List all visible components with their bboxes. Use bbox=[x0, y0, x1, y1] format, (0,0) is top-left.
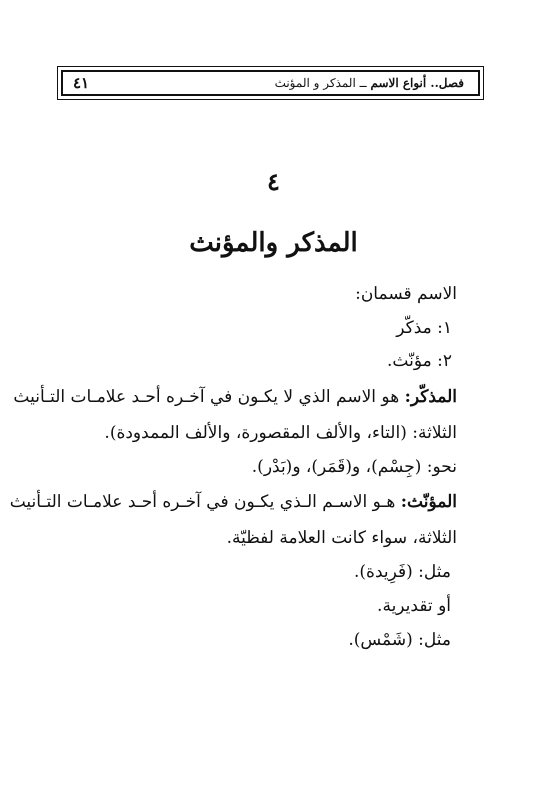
masculine-term: المذكّر: bbox=[404, 387, 457, 407]
feminine-definition-text: هـو الاسـم الـذي يكـون في آخـره أحـد علامـات التـأنيث bbox=[9, 492, 401, 512]
running-header-title-rest: ــ المذكر و المؤنث bbox=[274, 76, 371, 90]
feminine-example-2: مثل: (شَمْس). bbox=[348, 630, 451, 650]
list-item-feminine: ٢: مؤنّث. bbox=[387, 351, 452, 371]
masculine-definition-text: هو الاسم الذي لا يكـون في آخـره أحـد علامـات التـأنيث bbox=[13, 387, 405, 407]
intro-line: الاسم قسمان: bbox=[355, 284, 457, 304]
masculine-example: نحو: (جِسْم)، و(قَمَر)، و(بَدْر). bbox=[251, 457, 457, 477]
feminine-definition-continued: الثلاثة، سواء كانت العلامة لفظيّة. bbox=[226, 528, 457, 548]
page-number: ٤١ bbox=[73, 73, 90, 92]
running-header bbox=[61, 70, 480, 96]
feminine-alternative: أو تقديرية. bbox=[377, 596, 451, 616]
masculine-definition bbox=[13, 387, 457, 407]
list-item-masculine: ١: مذكّر bbox=[396, 318, 452, 338]
feminine-term: المؤنّث: bbox=[400, 492, 457, 512]
masculine-definition-continued: الثلاثة: (التاء، والألف المقصورة، والألف الممدودة). bbox=[104, 423, 457, 443]
running-header-title bbox=[275, 77, 464, 89]
chapter-number: ٤ bbox=[267, 167, 280, 196]
running-header-title-bold: فصل.. أنواع الاسم bbox=[370, 76, 464, 90]
chapter-title: المذكر والمؤنث bbox=[189, 228, 358, 258]
feminine-example-1: مثل: (فَرِيدة). bbox=[354, 562, 451, 582]
feminine-definition bbox=[9, 492, 457, 512]
